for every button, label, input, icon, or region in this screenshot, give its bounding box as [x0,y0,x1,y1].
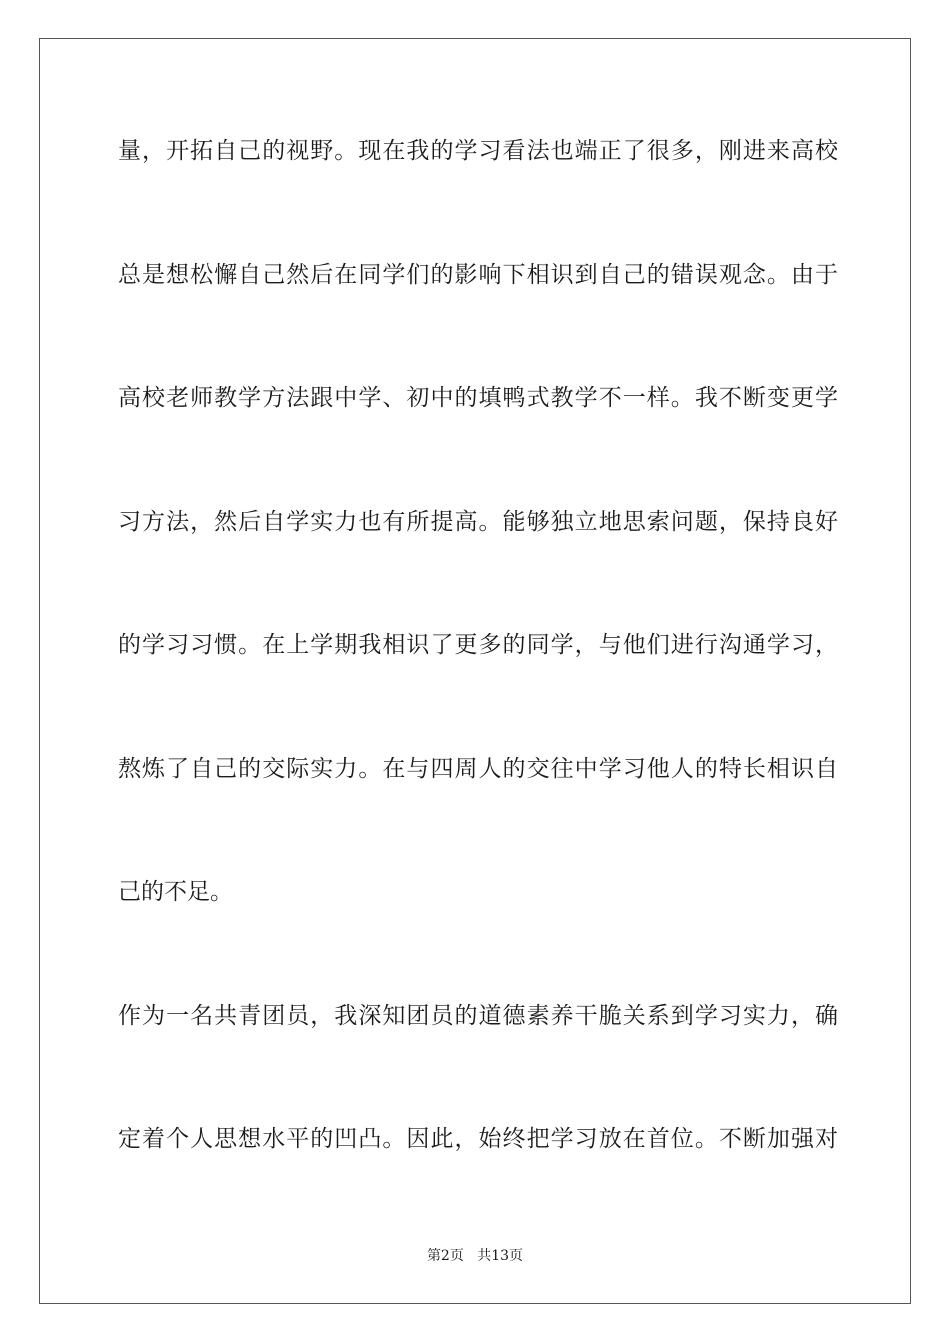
page-footer [0,1246,950,1266]
text-line: 作为一名共青团员，我深知团员的道德素养干脆关系到学习实力，确 [118,1003,838,1029]
text-line: 习方法，然后自学实力也有所提高。能够独立地思索问题，保持良好 [118,509,838,535]
text-line: 己的不足。 [118,879,233,905]
page-border [39,38,911,1304]
page-total: 共13页 [477,1248,524,1264]
text-line: 量，开拓自己的视野。现在我的学习看法也端正了很多，刚进来高校 [118,138,838,164]
text-line: 熬炼了自己的交际实力。在与四周人的交往中学习他人的特长相识自 [118,756,838,782]
page-number: 第2页 [426,1248,464,1264]
text-line: 的学习习惯。在上学期我相识了更多的同学，与他们进行沟通学习， [118,632,838,658]
text-line: 总是想松懈自己然后在同学们的影响下相识到自己的错误观念。由于 [118,262,838,288]
text-line: 高校老师教学方法跟中学、初中的填鸭式教学不一样。我不断变更学 [118,385,838,411]
text-line: 定着个人思想水平的凹凸。因此，始终把学习放在首位。不断加强对 [118,1126,838,1152]
